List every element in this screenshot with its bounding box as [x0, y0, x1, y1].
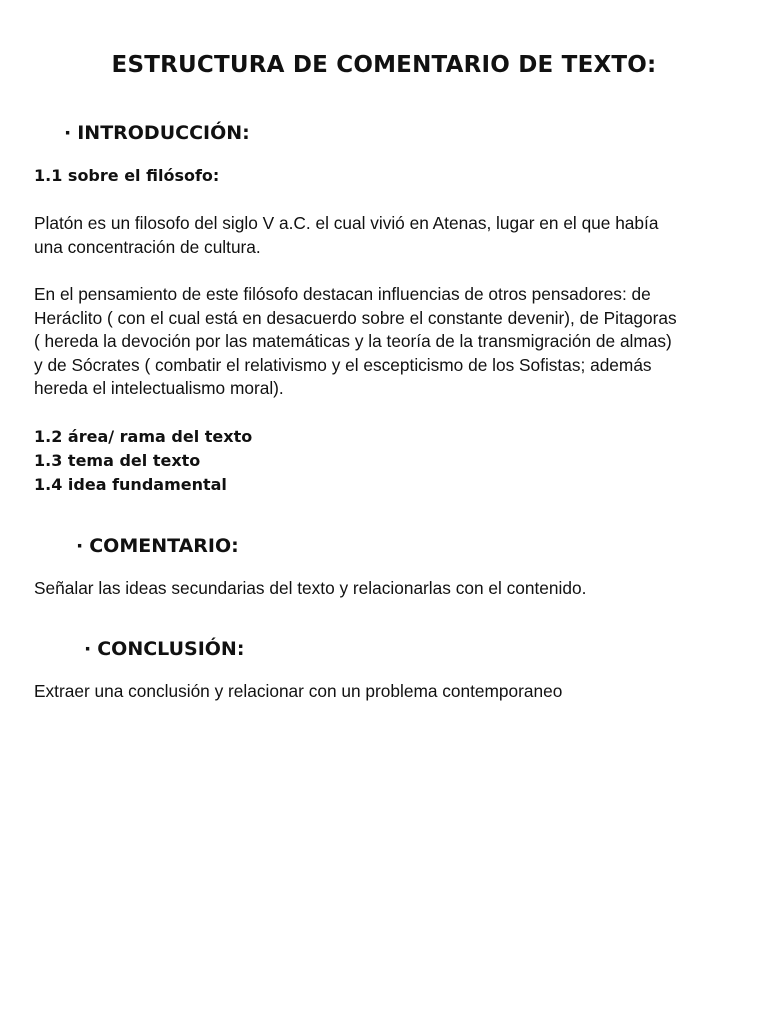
bullet-dot: · [84, 638, 92, 660]
paragraph-line: Señalar las ideas secundarias del texto y relacionarlas con el contenido. [34, 578, 587, 598]
paragraph-conclusion [34, 680, 739, 704]
paragraph-line: Extraer una conclusión y relacionar con un problema contemporaneo [34, 681, 563, 701]
section-heading-introduccion [64, 122, 250, 144]
section-heading-comentario [76, 535, 239, 557]
paragraph-line: Platón es un filosofo del siglo V a.C. el cual vivió en Atenas, lugar en el que había [34, 213, 659, 233]
paragraph-line: y de Sócrates ( combatir el relativismo y el escepticismo de los Sofistas; además [34, 354, 652, 375]
document-title: ESTRUCTURA DE COMENTARIO DE TEXTO: [111, 52, 657, 78]
introduccion-subsections-list [34, 425, 252, 497]
paragraph-platon-intro [34, 212, 739, 259]
section-heading-conclusion [84, 638, 244, 660]
introduccion-heading-text: INTRODUCCIÓN: [77, 122, 250, 144]
bullet-dot: · [64, 122, 72, 144]
list-item: 1.3 tema del texto [34, 451, 201, 470]
conclusion-heading-text: CONCLUSIÓN: [97, 638, 245, 660]
paragraph-influencias [34, 283, 739, 401]
list-item: 1.2 área/ rama del texto [34, 427, 253, 446]
paragraph-line: hereda el intelectualismo moral). [34, 378, 284, 398]
paragraph-line: una concentración de cultura. [34, 236, 261, 257]
paragraph-line: ( hereda la devoción por las matemáticas y la teoría de la transmigración de almas) [34, 331, 672, 351]
paragraph-comentario [34, 577, 739, 601]
subheading-1-1: 1.1 sobre el filósofo: [34, 166, 220, 185]
paragraph-line: Heráclito ( con el cual está en desacuerdo sobre el constante devenir), de Pitagoras [34, 307, 677, 328]
list-item: 1.4 idea fundamental [34, 475, 227, 494]
bullet-dot: · [76, 535, 84, 557]
paragraph-line: En el pensamiento de este filósofo destacan influencias de otros pensadores: de [34, 284, 651, 304]
comentario-heading-text: COMENTARIO: [89, 535, 239, 557]
